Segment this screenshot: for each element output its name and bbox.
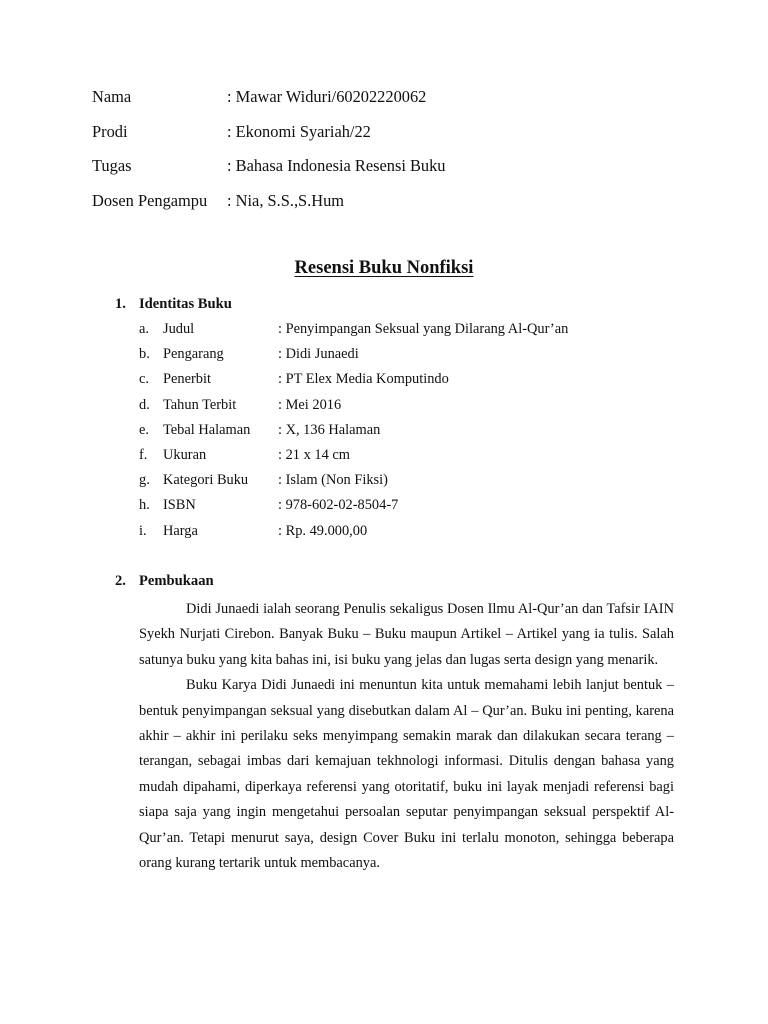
paragraph: Buku Karya Didi Junaedi ini menuntun kita untuk memahami lebih lanjut bentuk – bentuk penyimpangan seksual yang disebutkan dalam Al – Qur’an. Buku ini penting, karena akhir – akhir ini perilaku seks menyimpang semakin marak dan dilakukan secara terang – terangan, sebagai imbas dari kemajuan tekhnologi informasi. Ditulis dengan bahasa yang mudah dipahami, diperkaya referensi yang otoritatif, buku ini layak menjadi referensi bagi siapa saja yang ingin mengetahui persoalan seputar penyimpangan seksual perspektif Al-Qur’an. Tetapi menurut saya, design Cover Buku ini terlalu monoton, sehingga beberapa orang kurang tertarik untuk membacanya. <box>139 677 674 872</box>
item-label: Judul <box>163 321 195 337</box>
section-number: 2. <box>115 573 126 589</box>
list-item-judul <box>139 320 699 345</box>
list-item-pengarang <box>139 345 699 370</box>
section-title: Pembukaan <box>139 573 214 589</box>
list-item-kategori <box>139 471 699 496</box>
section-title: Identitas Buku <box>139 296 232 312</box>
item-label: Tebal Halaman <box>163 421 251 438</box>
document-title: Resensi Buku Nonfiksi <box>294 258 474 278</box>
item-value: : Mei 2016 <box>278 396 342 413</box>
info-row-tugas <box>92 155 692 190</box>
item-value: : Islam (Non Fiksi) <box>278 472 388 489</box>
item-letter: g. <box>139 472 150 489</box>
item-value: : X, 136 Halaman <box>278 421 381 438</box>
item-value: : Rp. 49.000,00 <box>278 522 368 539</box>
list-item-ukuran <box>139 446 699 471</box>
info-value: : Nia, S.S.,S.Hum <box>227 190 345 210</box>
list-item-isbn <box>139 496 699 521</box>
list-item-penerbit <box>139 370 699 395</box>
item-label: Penerbit <box>163 371 211 388</box>
pembukaan-body <box>139 597 674 876</box>
item-value: : PT Elex Media Komputindo <box>278 371 449 388</box>
item-label: Pengarang <box>163 346 224 363</box>
student-info-block <box>92 86 692 224</box>
section-number: 1. <box>115 296 126 312</box>
book-identity-list <box>139 320 699 547</box>
item-label: Ukuran <box>163 446 207 463</box>
info-label: Tugas <box>92 156 132 176</box>
item-letter: a. <box>139 321 149 337</box>
info-row-dosen <box>92 190 692 225</box>
info-row-nama <box>92 86 692 121</box>
item-letter: b. <box>139 346 150 363</box>
list-item-tahun-terbit <box>139 396 699 421</box>
item-value: : Didi Junaedi <box>278 346 359 363</box>
info-label: Nama <box>92 87 132 106</box>
item-letter: f. <box>139 446 148 463</box>
item-value: : 978-602-02-8504-7 <box>278 497 399 514</box>
info-value: : Mawar Widuri/60202220062 <box>227 87 427 106</box>
item-letter: h. <box>139 497 150 514</box>
section-heading-pembukaan <box>115 571 675 591</box>
item-value: : 21 x 14 cm <box>278 446 350 463</box>
info-value: : Bahasa Indonesia Resensi Buku <box>227 156 446 176</box>
item-letter: c. <box>139 371 149 388</box>
info-row-prodi <box>92 121 692 156</box>
info-value: : Ekonomi Syariah/22 <box>227 121 371 141</box>
list-item-harga <box>139 522 699 547</box>
section-heading-identitas <box>115 294 675 314</box>
item-label: ISBN <box>163 497 196 514</box>
info-label: Dosen Pengampu <box>92 190 208 210</box>
paragraph: Didi Junaedi ialah seorang Penulis sekaligus Dosen Ilmu Al-Qur’an dan Tafsir IAIN Syekh Nurjati Cirebon. Banyak Buku – Buku maupun Artikel – Artikel yang ia tulis. Salah satunya buku yang kita bahas ini, isi buku yang jelas dan lugas serta design yang menarik. <box>139 601 674 668</box>
info-label: Prodi <box>92 121 128 141</box>
item-label: Harga <box>163 522 198 539</box>
item-letter: d. <box>139 396 150 413</box>
item-label: Kategori Buku <box>163 472 249 489</box>
item-label: Tahun Terbit <box>163 396 237 413</box>
item-letter: i. <box>139 522 147 539</box>
item-value: : Penyimpangan Seksual yang Dilarang Al-Qur’an <box>278 321 569 337</box>
list-item-tebal-halaman <box>139 421 699 446</box>
item-letter: e. <box>139 421 149 438</box>
